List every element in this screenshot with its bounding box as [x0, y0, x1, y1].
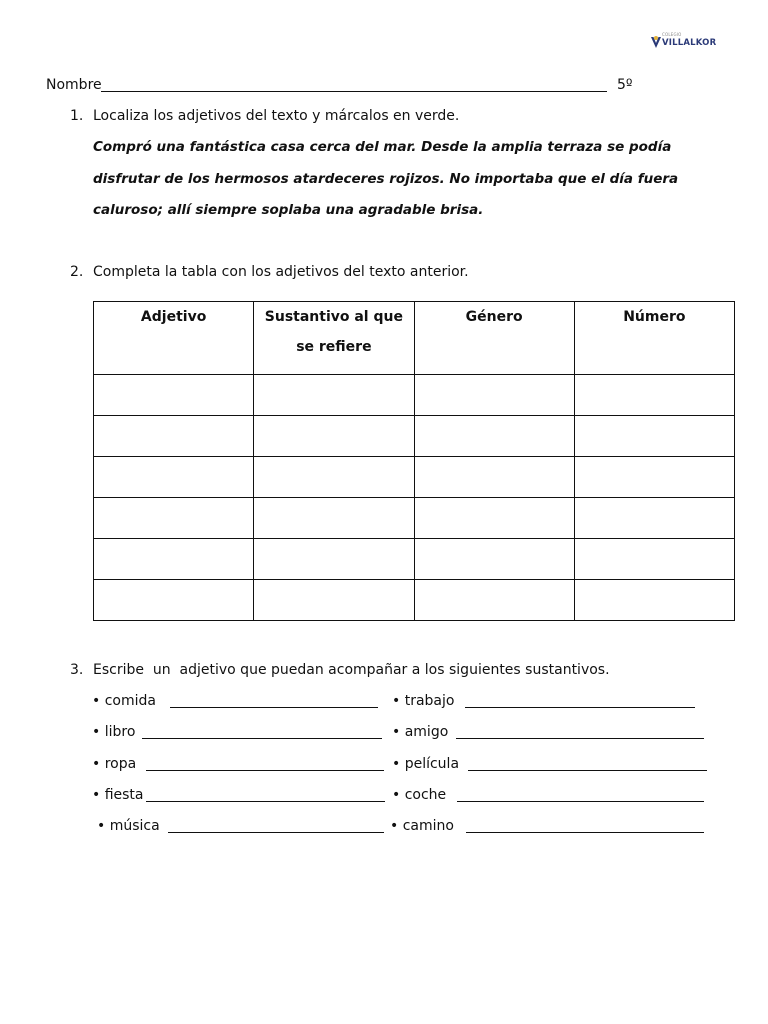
- table-row: [94, 580, 735, 621]
- answer-line-camino[interactable]: [466, 832, 704, 833]
- list-item-trabajo: • trabajo: [392, 693, 455, 709]
- table-cell[interactable]: [414, 580, 574, 621]
- table-row: [94, 416, 735, 457]
- exercise-2-number: 2.: [70, 264, 84, 280]
- table-cell[interactable]: [94, 416, 254, 457]
- table-cell[interactable]: [414, 498, 574, 539]
- table-header-numero: Número: [574, 302, 734, 375]
- grade-label: 5º: [617, 77, 633, 93]
- table-cell[interactable]: [414, 457, 574, 498]
- answer-line-pelicula[interactable]: [468, 770, 707, 771]
- answer-line-coche[interactable]: [457, 801, 704, 802]
- table-cell[interactable]: [94, 539, 254, 580]
- answer-line-comida[interactable]: [170, 707, 378, 708]
- list-item-coche: • coche: [392, 787, 447, 803]
- list-item-fiesta: • fiesta: [92, 787, 144, 803]
- table-row: [94, 498, 735, 539]
- exercise-2-instruction: Completa la tabla con los adjetivos del texto anterior.: [93, 264, 469, 280]
- table-header-sustantivo: Sustantivo al que se refiere: [254, 302, 414, 375]
- table-cell[interactable]: [574, 416, 734, 457]
- name-label: Nombre: [46, 77, 102, 93]
- exercise-1-text-line-1: Compró una fantástica casa cerca del mar. Desde la amplia terraza se podía: [93, 139, 672, 155]
- table-cell[interactable]: [254, 498, 414, 539]
- adjectives-table: [93, 301, 735, 621]
- table-cell[interactable]: [574, 539, 734, 580]
- logo-small-text: COLEGIO: [662, 32, 682, 37]
- list-item-camino: • camino: [390, 818, 454, 834]
- answer-line-fiesta[interactable]: [146, 801, 385, 802]
- table-cell[interactable]: [94, 457, 254, 498]
- table-cell[interactable]: [254, 457, 414, 498]
- school-logo: [650, 32, 720, 54]
- table-cell[interactable]: [574, 457, 734, 498]
- exercise-1-instruction: Localiza los adjetivos del texto y márcalos en verde.: [93, 108, 460, 124]
- table-cell[interactable]: [254, 375, 414, 416]
- answer-line-libro[interactable]: [142, 738, 382, 739]
- name-line: [101, 91, 607, 92]
- table-row: [94, 539, 735, 580]
- exercise-1-number: 1.: [70, 108, 84, 124]
- list-item-musica: • música: [97, 818, 160, 834]
- table-cell[interactable]: [574, 498, 734, 539]
- logo-name: VILLALKOR: [662, 38, 717, 48]
- exercise-3-number: 3.: [70, 662, 84, 678]
- exercise-3-instruction: Escribe un adjetivo que puedan acompañar a los siguientes sustantivos.: [93, 662, 610, 678]
- table-cell[interactable]: [574, 580, 734, 621]
- logo-emblem-icon: [650, 35, 662, 51]
- table-row: [94, 375, 735, 416]
- list-item-pelicula: • película: [392, 756, 460, 772]
- table-cell[interactable]: [254, 580, 414, 621]
- table-cell[interactable]: [254, 416, 414, 457]
- table-header-row: [94, 302, 735, 375]
- table-row: [94, 457, 735, 498]
- list-item-libro: • libro: [92, 724, 136, 740]
- table-cell[interactable]: [94, 375, 254, 416]
- table-cell[interactable]: [574, 375, 734, 416]
- exercise-1-text-line-3: caluroso; allí siempre soplaba una agradable brisa.: [93, 202, 484, 218]
- table-cell[interactable]: [414, 416, 574, 457]
- table-cell[interactable]: [414, 375, 574, 416]
- answer-line-musica[interactable]: [168, 832, 384, 833]
- answer-line-ropa[interactable]: [146, 770, 384, 771]
- list-item-ropa: • ropa: [92, 756, 137, 772]
- table-header-adjetivo: Adjetivo: [94, 302, 254, 375]
- table-cell[interactable]: [94, 580, 254, 621]
- list-item-amigo: • amigo: [392, 724, 449, 740]
- answer-line-amigo[interactable]: [456, 738, 704, 739]
- answer-line-trabajo[interactable]: [465, 707, 695, 708]
- table-header-genero: Género: [414, 302, 574, 375]
- table-cell[interactable]: [254, 539, 414, 580]
- table-cell[interactable]: [94, 498, 254, 539]
- list-item-comida: • comida: [92, 693, 156, 709]
- table-cell[interactable]: [414, 539, 574, 580]
- exercise-1-text-line-2: disfrutar de los hermosos atardeceres rojizos. No importaba que el día fuera: [93, 171, 679, 187]
